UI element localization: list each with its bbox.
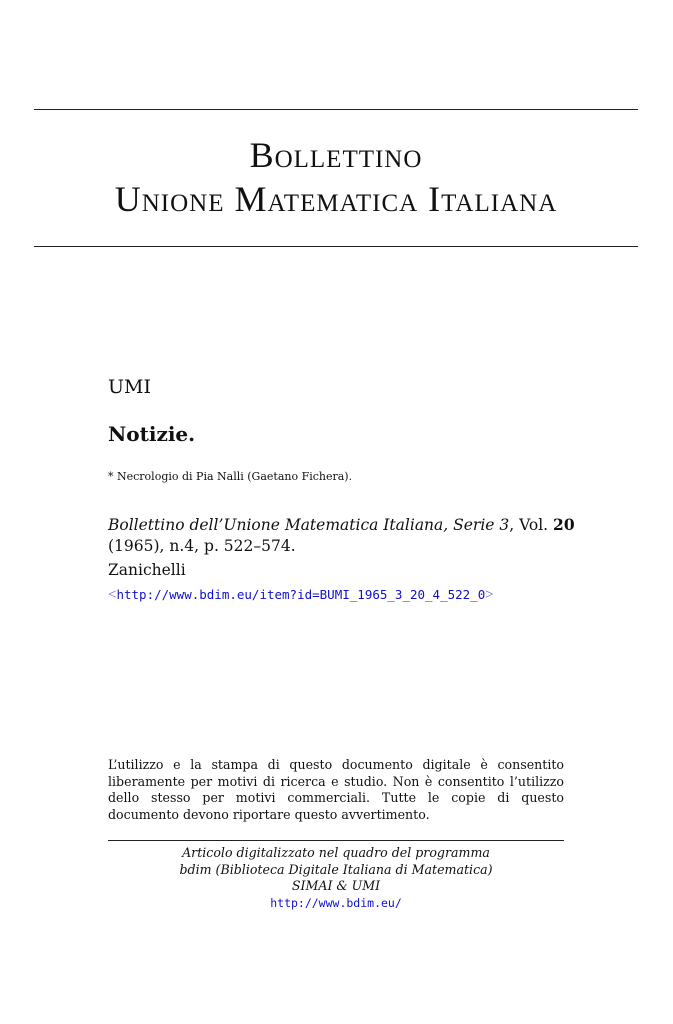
citation bbox=[108, 514, 578, 557]
footer-url-link[interactable]: http://www.bdim.eu/ bbox=[270, 895, 402, 910]
footer-rule bbox=[108, 840, 564, 841]
article-title: Notizie. bbox=[108, 422, 196, 446]
article-url-line bbox=[108, 587, 494, 604]
journal-title-line2: Unione Matematica Italiana bbox=[114, 179, 558, 219]
header-top-rule bbox=[34, 109, 638, 110]
footer-line3: SIMAI & UMI bbox=[291, 878, 381, 893]
footer-line1: Articolo digitalizzato nel quadro del programma bbox=[182, 845, 490, 860]
url-bracket-open: < bbox=[108, 587, 117, 603]
citation-journal-series: Bollettino dell’Unione Matematica Italiana, Serie 3 bbox=[108, 516, 510, 534]
citation-volume: 20 bbox=[553, 515, 575, 534]
article-author: UMI bbox=[108, 376, 151, 398]
header-bottom-rule bbox=[34, 246, 638, 247]
publisher: Zanichelli bbox=[108, 561, 186, 579]
journal-title-line1: Bollettino bbox=[249, 135, 423, 175]
disclaimer-text: L’utilizzo e la stampa di questo documento digitale è consentito liberamente per motivi di ricerca e studio. Non è consentito l’utilizzo dello stesso per motivi commerciali. Tutte le copie di questo documento devono riportare questo avvertimento. bbox=[108, 757, 564, 822]
article-url-link[interactable]: http://www.bdim.eu/item?id=BUMI_1965_3_20_4_522_0 bbox=[116, 587, 486, 602]
footer bbox=[108, 845, 564, 911]
citation-details: (1965), n.4, p. 522–574. bbox=[108, 537, 296, 555]
footer-line2: bdim (Biblioteca Digitale Italiana di Matematica) bbox=[179, 861, 493, 877]
url-bracket-close: > bbox=[485, 587, 494, 603]
article-note: * Necrologio di Pia Nalli (Gaetano Fichera). bbox=[108, 470, 353, 483]
citation-vol-label: , Vol. bbox=[509, 516, 554, 534]
